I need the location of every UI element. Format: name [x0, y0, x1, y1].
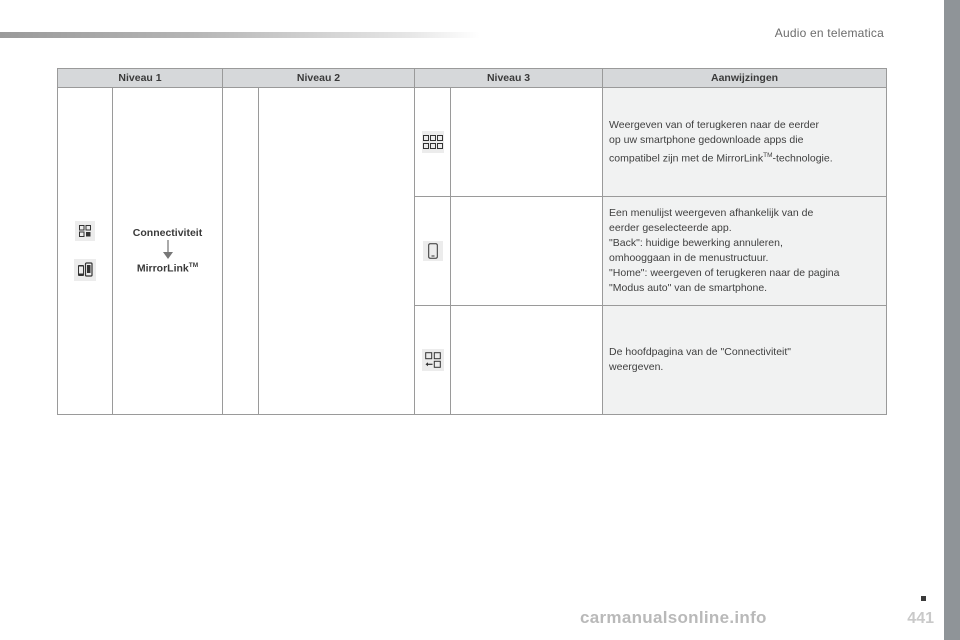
grid-apps-icon — [75, 221, 95, 241]
notes-cell-home: De hoofdpagina van de "Connectiviteit" weergeven. — [603, 306, 887, 415]
col-header-aanwijzingen: Aanwijzingen — [603, 69, 887, 88]
level3-label-cell — [451, 88, 603, 197]
level3-label-cell — [451, 197, 603, 306]
level2-label-cell — [259, 88, 415, 415]
col-header-niveau-3: Niveau 3 — [415, 69, 603, 88]
level1-label-cell — [113, 88, 223, 415]
watermark: carmanualsonline.info — [580, 608, 767, 627]
level3-icon-cell — [415, 88, 451, 197]
notes-cell-apps: Weergeven van of terugkeren naar de eerder op uw smartphone gedownloade apps die compatibel zijn met de MirrorLink™-technologie. — [603, 88, 887, 197]
menu-structure-table — [57, 68, 887, 415]
level3-label-cell — [451, 306, 603, 415]
section-title: Audio en telematica — [774, 26, 884, 40]
smartphone-icon — [423, 241, 443, 261]
level3-icon-cell — [415, 306, 451, 415]
table-row — [58, 88, 887, 197]
level2-icon-cell — [223, 88, 259, 415]
page-number: 441 — [907, 610, 934, 627]
connectiviteit-label: Connectiviteit — [132, 227, 203, 240]
right-edge-strip — [944, 0, 960, 640]
table-header-row — [58, 69, 887, 88]
level3-icon-cell — [415, 197, 451, 306]
level1-icon-cell — [58, 88, 113, 415]
top-decorative-bar — [0, 32, 480, 38]
mirrorlink-phone-icon — [74, 259, 96, 281]
col-header-niveau-2: Niveau 2 — [223, 69, 415, 88]
notes-cell-menu: Een menulijst weergeven afhankelijk van de eerder geselecteerde app. "Back": huidige bewerking annuleren, omhooggaan in de menustructuur. "Home": weergeven of terugkeren naar de pagina "Modus auto" van de smartphone. — [603, 197, 887, 306]
back-to-connectivity-icon — [422, 349, 444, 371]
col-header-niveau-1: Niveau 1 — [58, 69, 223, 88]
mirrorlink-label: MirrorLink™ — [136, 262, 199, 275]
apps-grid-icon — [422, 131, 444, 153]
page-marker — [921, 596, 926, 601]
arrow-down-icon — [163, 240, 173, 260]
